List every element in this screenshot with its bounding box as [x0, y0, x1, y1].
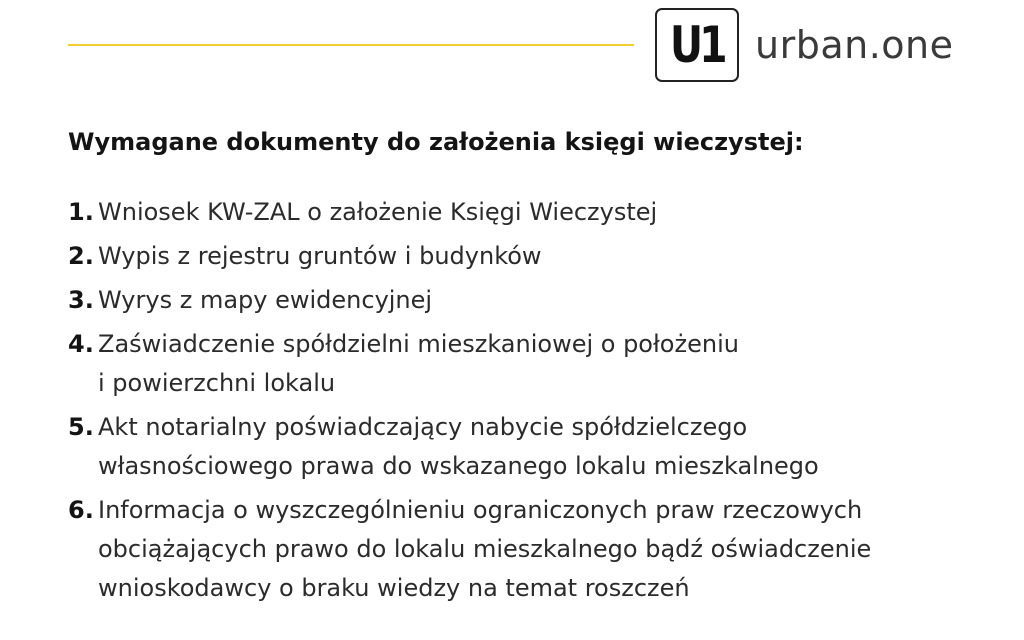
brand-mark-text: U1	[670, 16, 724, 74]
item-number: 1.	[68, 198, 94, 226]
item-text-continued: wnioskodawcy o braku wiedzy na temat roszczeń	[98, 574, 690, 602]
document-list	[68, 193, 871, 613]
item-number: 5.	[68, 413, 94, 441]
page-title: Wymagane dokumenty do założenia księgi wieczystej:	[68, 128, 804, 156]
item-number: 3.	[68, 286, 94, 314]
list-item	[68, 408, 871, 486]
brand-logo	[655, 6, 954, 84]
brand-mark-icon	[655, 8, 739, 82]
item-text: Zaświadczenie spółdzielni mieszkaniowej o położeniu	[98, 330, 739, 358]
item-text: Wniosek KW-ZAL o założenie Księgi Wieczystej	[98, 198, 658, 226]
brand-name: urban.one	[755, 23, 954, 67]
item-text: Informacja o wyszczególnieniu ograniczonych praw rzeczowych	[98, 496, 863, 524]
item-text: Wyrys z mapy ewidencyjnej	[98, 286, 433, 314]
list-item	[68, 491, 871, 608]
item-text: Akt notarialny poświadczający nabycie spółdzielczego	[98, 413, 748, 441]
list-item	[68, 193, 871, 232]
item-text-continued: obciążających prawo do lokalu mieszkalnego bądź oświadczenie	[98, 535, 872, 563]
list-item	[68, 237, 871, 276]
item-text: Wypis z rejestru gruntów i budynków	[98, 242, 542, 270]
list-item	[68, 281, 871, 320]
list-item	[68, 325, 871, 403]
item-number: 2.	[68, 242, 94, 270]
item-number: 4.	[68, 330, 94, 358]
item-text-continued: i powierzchni lokalu	[98, 369, 336, 397]
item-text-continued: własnościowego prawa do wskazanego lokalu mieszkalnego	[98, 452, 819, 480]
accent-divider-line	[68, 44, 634, 46]
item-number: 6.	[68, 496, 94, 524]
